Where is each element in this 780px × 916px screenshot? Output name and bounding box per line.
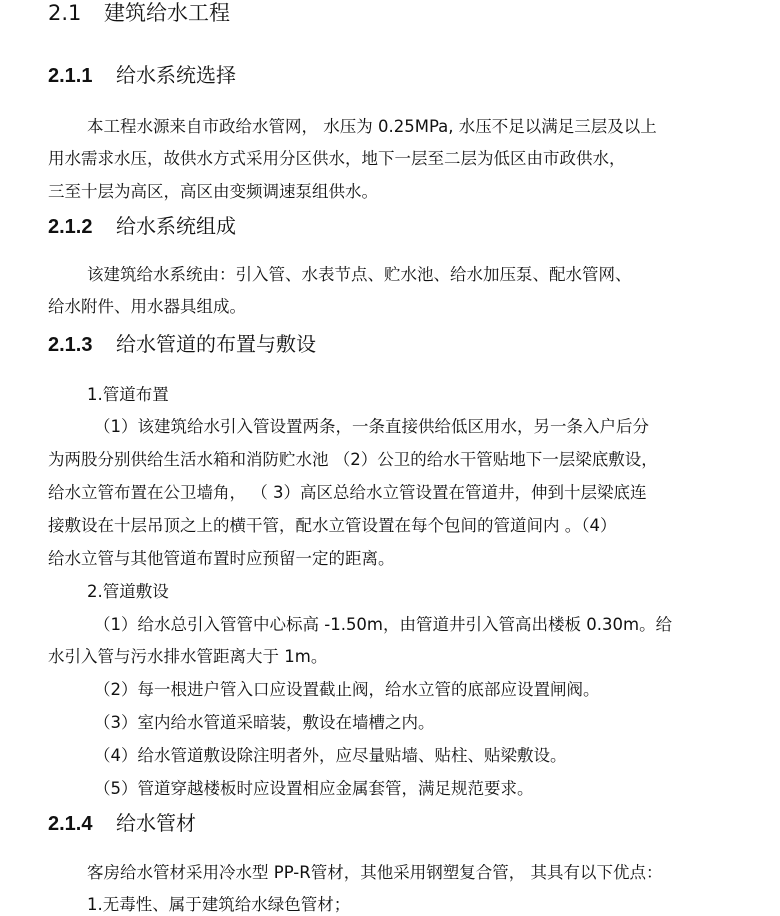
- paragraph-line: 客房给水管材采用冷水型 PP-R管材，其他采用钢塑复合管， 其具有以下优点：: [87, 863, 663, 882]
- subsection-heading: [48, 211, 236, 242]
- list-heading: 1.管道布置: [87, 385, 169, 404]
- paragraph-line: （1）给水总引入管管中心标高 -1.50m，由管道井引入管高出楼板 0.30m。给: [94, 615, 673, 634]
- subsection-heading: [48, 329, 316, 360]
- paragraph-line: 三至十层为高区，高区由变频调速泵组供水。: [48, 182, 378, 201]
- subsection-number: 2.1.1: [48, 65, 93, 87]
- subsection-number: 2.1.2: [48, 216, 93, 238]
- subsection-title: 给水管材: [116, 811, 196, 835]
- section-heading: [48, 0, 230, 28]
- list-item: （2）每一根进户管入口应设置截止阀，给水立管的底部应设置闸阀。: [94, 680, 600, 699]
- list-item: （3）室内给水管道采暗装，敷设在墙槽之内。: [94, 713, 435, 732]
- subsection-number: 2.1.4: [48, 813, 93, 835]
- paragraph-line: 为两股分别供给生活水箱和消防贮水池 （2）公卫的给水干管贴地下一层梁底敷设，: [48, 450, 658, 469]
- paragraph-line: 本工程水源来自市政给水管网， 水压为 0.25MPa, 水压不足以满足三层及以上: [87, 117, 657, 136]
- list-item: （4）给水管道敷设除注明者外，应尽量贴墙、贴柱、贴梁敷设。: [94, 746, 567, 765]
- subsection-heading: [48, 808, 196, 839]
- list-item: （5）管道穿越楼板时应设置相应金属套管，满足规范要求。: [94, 779, 534, 798]
- paragraph-line: 该建筑给水系统由：引入管、水表节点、贮水池、给水加压泵、配水管网、: [87, 265, 632, 284]
- subsection-title: 给水系统选择: [116, 63, 236, 87]
- list-item: 1.无毒性、属于建筑给水绿色管材；: [87, 895, 351, 914]
- paragraph-line: 给水立管与其他管道布置时应预留一定的距离。: [48, 549, 395, 568]
- paragraph-line: 给水立管布置在公卫墙角， （ 3）高区总给水立管设置在管道井，伸到十层梁底连: [48, 483, 647, 502]
- subsection-number: 2.1.3: [48, 334, 93, 356]
- subsection-heading: [48, 60, 236, 91]
- subsection-title: 给水系统组成: [116, 214, 236, 238]
- paragraph-line: （1）该建筑给水引入管设置两条，一条直接供给低区用水，另一条入户后分: [94, 417, 649, 436]
- list-heading: 2.管道敷设: [87, 582, 169, 601]
- paragraph-line: 水引入管与污水排水管距离大于 1m。: [48, 647, 328, 666]
- section-number: 2.1: [48, 1, 82, 25]
- paragraph-line: 给水附件、用水器具组成。: [48, 297, 246, 316]
- paragraph-line: 接敷设在十层吊顶之上的横干管，配水立管设置在每个包间的管道间内 。（4）: [48, 516, 617, 535]
- subsection-title: 给水管道的布置与敷设: [116, 332, 316, 356]
- section-title: 建筑给水工程: [104, 1, 230, 25]
- paragraph-line: 用水需求水压，故供水方式采用分区供水，地下一层至二层为低区由市政供水，: [48, 149, 626, 168]
